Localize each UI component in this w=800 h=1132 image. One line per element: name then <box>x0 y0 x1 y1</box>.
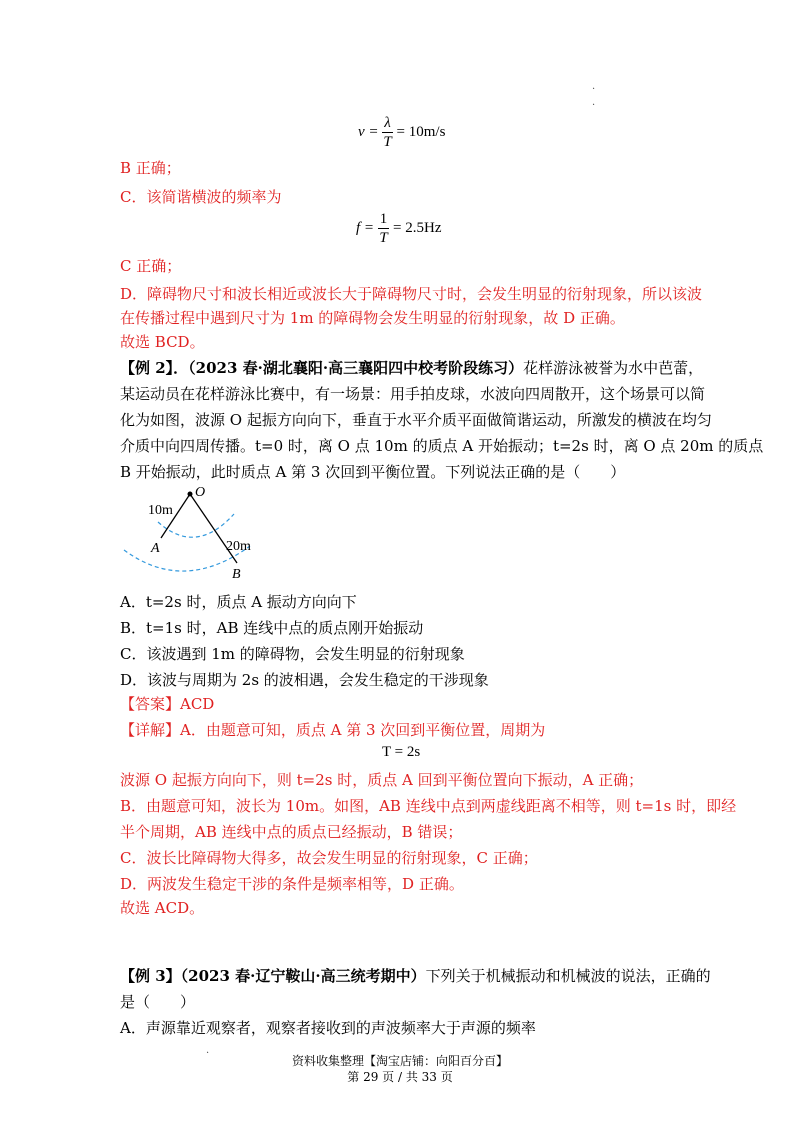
page-number: 第 29 页 / 共 33 页 <box>347 1070 453 1084</box>
speck: · <box>206 1048 210 1059</box>
detail-line: B．由题意可知，波长为 10m。如图，AB 连线中点到两虚线距离不相等，则 t=1s 时，即经 <box>120 797 737 815</box>
example-3-line-1 <box>120 966 711 986</box>
label-b: B <box>232 567 241 582</box>
option-d: D．该波与周期为 2s 的波相遇，会发生稳定的干涉现象 <box>120 671 489 689</box>
fraction-numerator: 1 <box>379 211 388 227</box>
source-point <box>188 492 193 497</box>
detail-line: C．波长比障碍物大得多，故会发生明显的衍射现象，C 正确； <box>120 849 538 867</box>
example-3-line-2: 是（ ） <box>120 993 196 1011</box>
fraction-numerator: λ <box>384 115 391 131</box>
eq-lhs: v = <box>358 123 379 140</box>
label-20m: 20m <box>226 539 251 554</box>
example-2-line-5: B 开始振动，此时质点 A 第 3 次回到平衡位置。下列说法正确的是（ ） <box>120 463 626 481</box>
example-3-text: 下列关于机械振动和机械波的说法，正确的 <box>425 967 711 985</box>
speck: · <box>592 100 596 111</box>
label-a: A <box>151 541 160 556</box>
equation-velocity <box>358 114 445 151</box>
detail-line: 半个周期，AB 连线中点的质点已经振动，B 错误； <box>120 823 463 841</box>
c-correct: C 正确； <box>120 257 182 275</box>
option-b: B．t=1s 时，AB 连线中点的质点刚开始振动 <box>120 619 424 637</box>
fraction-denominator: T <box>379 230 388 246</box>
detail-intro: 【详解】A．由题意可知，质点 A 第 3 次回到平衡位置，周期为 <box>120 721 546 739</box>
example-2-tag: 【例 2】．（2023 春·湖北襄阳·高三襄阳四中校考阶段练习） <box>120 359 524 377</box>
example-2-line-1 <box>120 358 703 378</box>
answer: 【答案】ACD <box>120 695 215 713</box>
example-2-line-4: 介质中向四周传播。t=0 时，离 O 点 10m 的质点 A 开始振动；t=2s 时，离 O 点 20m 的质点 <box>120 437 764 455</box>
equation-period: T = 2s <box>382 744 421 760</box>
d-line-2: 在传播过程中遇到尺寸为 1m 的障碍物会发生明显的衍射现象，故 D 正确。 <box>120 309 625 327</box>
wave-diagram <box>118 484 258 584</box>
eq-rhs: = 2.5Hz <box>393 219 442 236</box>
detail-line: 故选 ACD。 <box>120 899 205 917</box>
detail-line: D．两波发生稳定干涉的条件是频率相等，D 正确。 <box>120 875 464 893</box>
example-2-line-3: 化为如图，波源 O 起振方向向下，垂直于水平介质平面做简谐运动，所激发的横波在均匀 <box>120 411 712 429</box>
equation-frequency <box>356 210 442 247</box>
fraction <box>378 210 390 247</box>
option-c: C．该波遇到 1m 的障碍物，会发生明显的衍射现象 <box>120 645 465 663</box>
example-3-tag: 【例 3】（2023 春·辽宁鞍山·高三统考期中） <box>120 967 426 985</box>
label-10m: 10m <box>148 503 173 518</box>
speck: · <box>592 84 596 95</box>
detail-line: 波源 O 起振方向向下，则 t=2s 时，质点 A 回到平衡位置向下振动，A 正确； <box>120 771 644 789</box>
footer-source: 资料收集整理【淘宝店铺：向阳百分百】 <box>291 1054 508 1068</box>
choose-bcd: 故选 BCD。 <box>120 333 205 351</box>
option-a: A．t=2s 时，质点 A 振动方向向下 <box>120 593 357 611</box>
example-3-option-a: A．声源靠近观察者，观察者接收到的声波频率大于声源的频率 <box>120 1019 536 1037</box>
eq-lhs: f = <box>356 219 375 236</box>
b-correct: B 正确； <box>120 159 181 177</box>
fraction-denominator: T <box>383 134 392 150</box>
example-2-text: 花样游泳被誉为水中芭蕾， <box>523 359 704 377</box>
eq-rhs: = 10m/s <box>396 123 446 140</box>
example-2-line-2: 某运动员在花样游泳比赛中，有一场景：用手拍皮球，水波向四周散开，这个场景可以简 <box>120 385 706 403</box>
c-intro: C．该简谐横波的频率为 <box>120 188 282 206</box>
fraction <box>382 114 393 151</box>
d-line-1: D．障碍物尺寸和波长相近或波长大于障碍物尺寸时，会发生明显的衍射现象，所以该波 <box>120 285 703 303</box>
label-o: O <box>195 485 206 500</box>
